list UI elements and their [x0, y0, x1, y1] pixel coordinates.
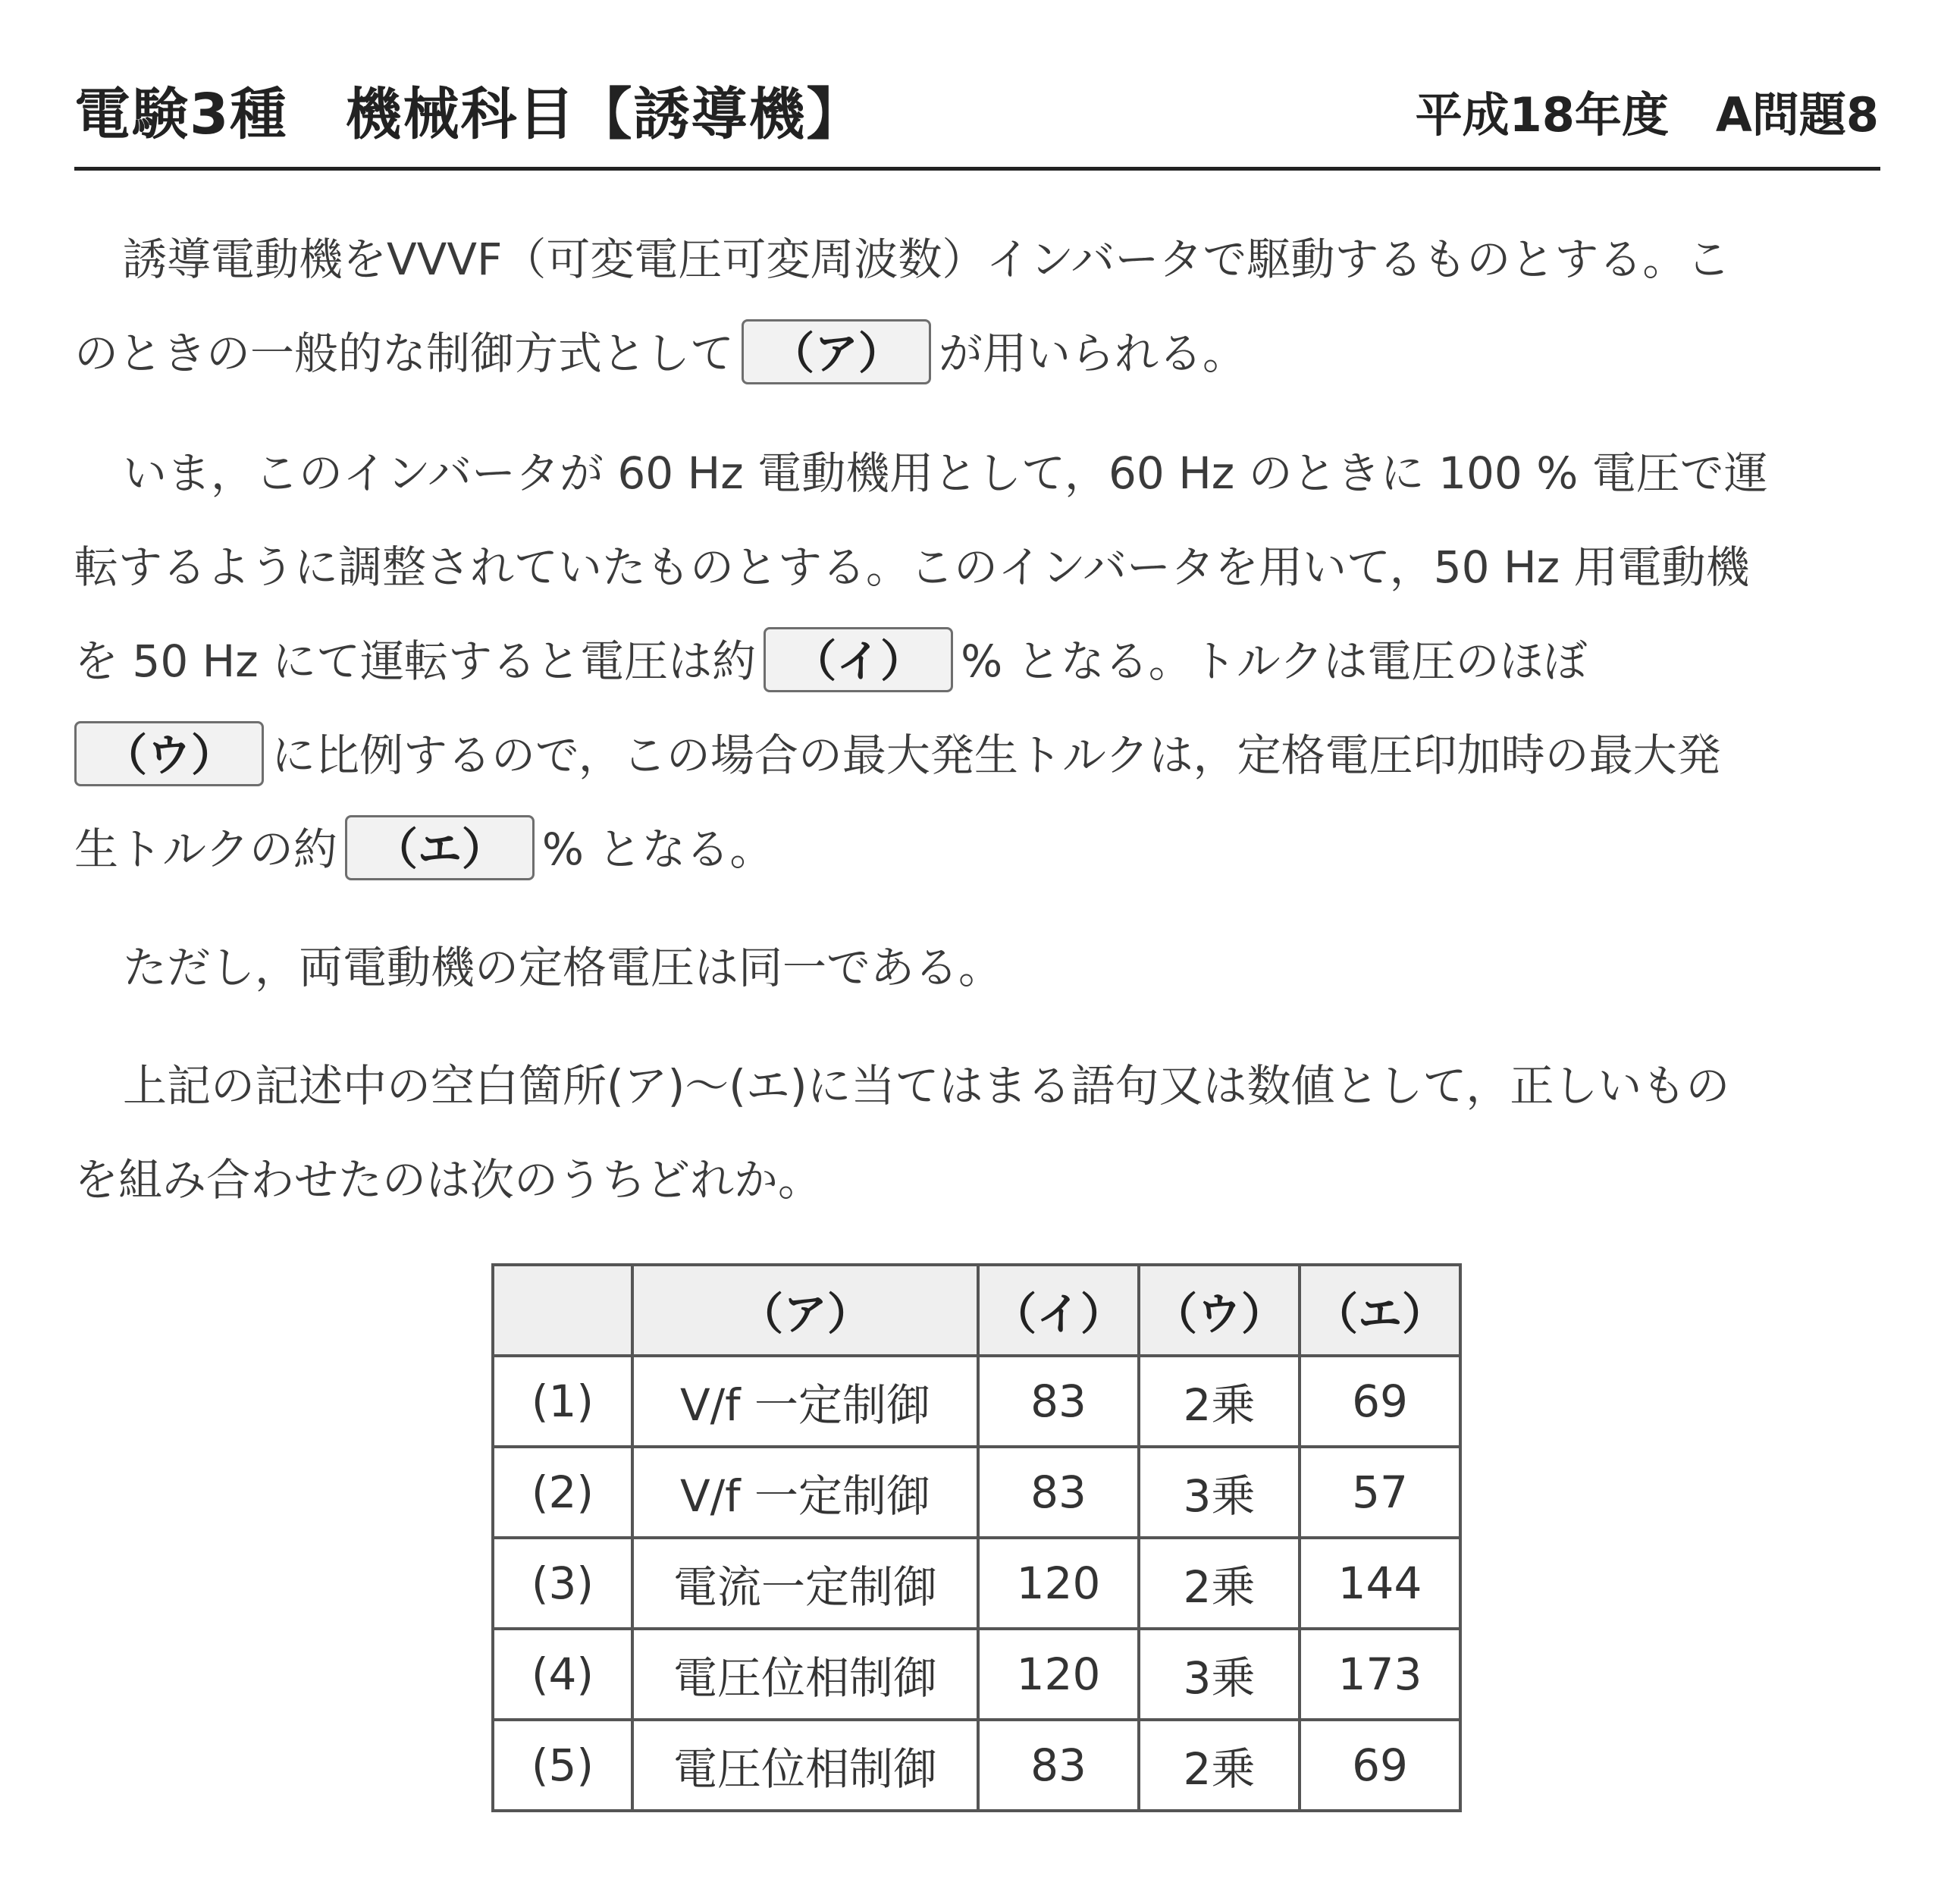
- table-row: [493, 1629, 1460, 1720]
- choice-number: (3): [493, 1538, 632, 1629]
- blank-u: （ウ）: [74, 721, 264, 786]
- choice-number: (1): [493, 1356, 632, 1447]
- table-cell: 2乗: [1139, 1538, 1300, 1629]
- paragraph-2-line-5: 生トルクの約 （エ） % となる。: [74, 802, 1894, 896]
- table-cell: 83: [978, 1356, 1139, 1447]
- paragraph-1-line-2: のときの一般的な制御方式として （ア） が用いられる。: [74, 306, 1894, 400]
- table-cell: 3乗: [1139, 1447, 1300, 1538]
- paragraph-3: [74, 921, 1894, 1015]
- table-header-cell: （ウ）: [1139, 1265, 1300, 1356]
- table-header-cell: （エ）: [1300, 1265, 1460, 1356]
- paragraph-2-line-2: 転するように調整されていたものとする。このインバータを用いて，50 Hz 用電動機: [74, 541, 1750, 593]
- table-header-row: [493, 1265, 1460, 1356]
- table-header-cell: （イ）: [978, 1265, 1139, 1356]
- paragraph-2: [74, 426, 1894, 896]
- paragraph-4-line-1: 上記の記述中の空白箇所(ア)～(エ)に当てはまる語句又は数値として，正しいもの: [123, 1060, 1730, 1112]
- table-cell: 120: [978, 1538, 1139, 1629]
- paragraph-2-line-1: いま，このインバータが 60 Hz 電動機用として，60 Hz のときに 100 % 電圧で運: [123, 447, 1768, 499]
- page-title: 電験3種 機械科目【誘導機】: [74, 82, 864, 147]
- table-cell: 電圧位相制御: [632, 1629, 978, 1720]
- table-cell: 144: [1300, 1538, 1460, 1629]
- paragraph-1: [74, 212, 1894, 400]
- answer-choices-table: [491, 1263, 1462, 1812]
- table-header-cell: （ア）: [632, 1265, 978, 1356]
- blank-i: （イ）: [764, 627, 953, 692]
- paragraph-2-line-4: （ウ） に比例するので，この場合の最大発生トルクは，定格電圧印加時の最大発: [74, 708, 1894, 802]
- table-cell: 電圧位相制御: [632, 1720, 978, 1811]
- paragraph-1-line-1: 誘導電動機をVVVF（可変電圧可変周波数）インバータで駆動するものとする。こ: [123, 234, 1731, 285]
- table-cell: 83: [978, 1447, 1139, 1538]
- table-cell: 電流一定制御: [632, 1538, 978, 1629]
- blank-e: （エ）: [345, 815, 535, 880]
- paragraph-3-line-1: ただし，両電動機の定格電圧は同一である。: [123, 942, 1003, 993]
- table-cell: 69: [1300, 1720, 1460, 1811]
- table-cell: V/f 一定制御: [632, 1356, 978, 1447]
- paragraph-4: [74, 1039, 1894, 1227]
- paragraph-4-line-2: を組み合わせたのは次のうちどれか。: [74, 1154, 823, 1206]
- page-header: [74, 55, 1879, 153]
- blank-a: （ア）: [742, 319, 931, 384]
- table-cell: V/f 一定制御: [632, 1447, 978, 1538]
- choice-number: (5): [493, 1720, 632, 1811]
- table-cell: 2乗: [1139, 1720, 1300, 1811]
- table-row: [493, 1356, 1460, 1447]
- table-row: [493, 1538, 1460, 1629]
- paragraph-2-line-3: を 50 Hz にて運転すると電圧は約 （イ） % となる。トルクは電圧のほぼ: [74, 614, 1894, 708]
- exam-label: 平成18年度 A問題8: [1415, 87, 1879, 143]
- choice-number: (2): [493, 1447, 632, 1538]
- table-cell: 57: [1300, 1447, 1460, 1538]
- table-row: [493, 1720, 1460, 1811]
- table-cell: 3乗: [1139, 1629, 1300, 1720]
- choice-number: (4): [493, 1629, 632, 1720]
- table-cell: 69: [1300, 1356, 1460, 1447]
- table-cell: 2乗: [1139, 1356, 1300, 1447]
- table-cell: 83: [978, 1720, 1139, 1811]
- table-cell: 173: [1300, 1629, 1460, 1720]
- table-header-cell: [493, 1265, 632, 1356]
- table-row: [493, 1447, 1460, 1538]
- table-cell: 120: [978, 1629, 1139, 1720]
- header-divider: [74, 167, 1880, 171]
